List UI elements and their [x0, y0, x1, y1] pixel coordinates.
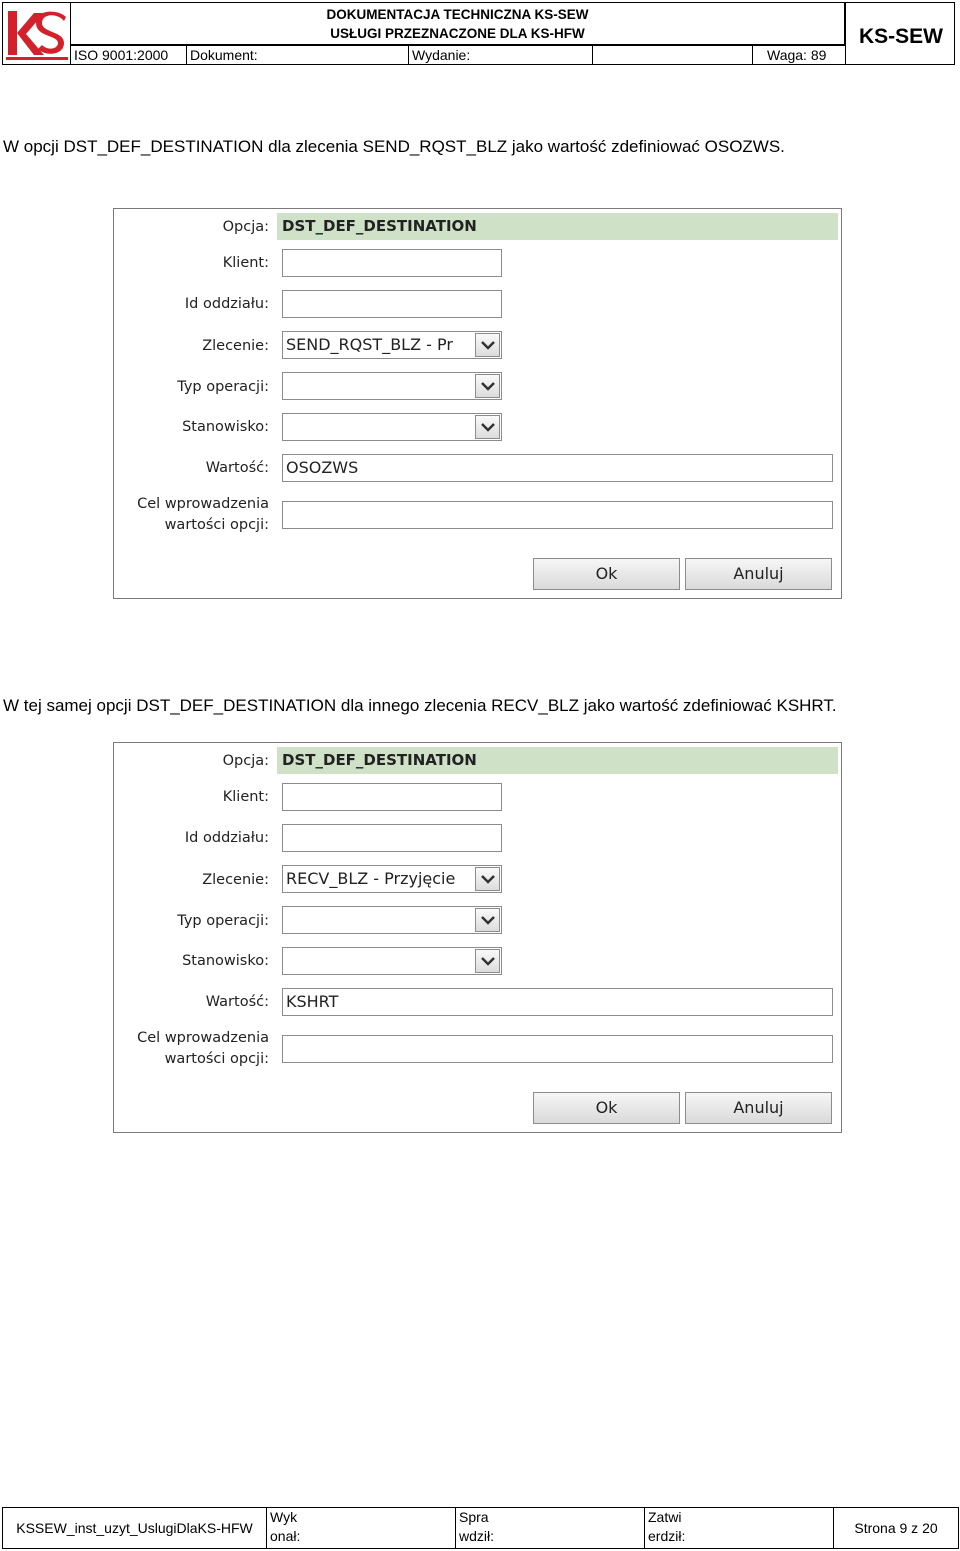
footer-filename: KSSEW_inst_uzyt_UslugiDlaKS-HFW [3, 1508, 267, 1548]
order-select[interactable] [282, 331, 502, 359]
purpose-label-line-1: Cel wprowadzenia [137, 1030, 269, 1046]
document-label: Dokument: [187, 45, 409, 64]
checked-by-line-2: wdził: [459, 1528, 495, 1544]
branch-input[interactable] [282, 290, 502, 318]
order-select-arrow[interactable] [475, 867, 500, 891]
weight-value: Waga: 89 [753, 45, 845, 64]
instruction-paragraph-1: W opcji DST_DEF_DESTINATION dla zlecenia SEND_RQST_BLZ jako wartość zdefiniować OSOZWS. [3, 137, 785, 156]
order-label: Zlecenie: [202, 872, 269, 888]
value-label: Wartość: [205, 994, 269, 1010]
page-number: Strona 9 z 20 [854, 1520, 938, 1536]
footer-approved-by [645, 1508, 834, 1548]
brand-name: KS-SEW [845, 3, 956, 64]
order-select-value: SEND_RQST_BLZ - Pr [286, 335, 453, 354]
value-label: Wartość: [205, 460, 269, 476]
chevron-down-icon [480, 421, 496, 433]
value-input[interactable]: KSHRT [282, 988, 833, 1016]
instruction-paragraph-2: W tej samej opcji DST_DEF_DESTINATION dla innego zlecenia RECV_BLZ jako wartość zdefiniować KSHRT. [3, 696, 837, 715]
option-name-bar: DST_DEF_DESTINATION [277, 747, 838, 774]
client-input[interactable] [282, 249, 502, 277]
purpose-input[interactable] [282, 1035, 833, 1063]
approved-by-line-1: Zatwi [648, 1509, 682, 1525]
station-select-arrow[interactable] [475, 415, 500, 439]
operation-label: Typ operacji: [177, 913, 269, 929]
made-by-line-2: onał: [270, 1528, 301, 1544]
purpose-label-line-2: wartości opcji: [164, 517, 269, 533]
option-form-recv-blz [113, 742, 842, 1133]
ks-logo-icon [6, 7, 68, 61]
chevron-down-icon [480, 339, 496, 351]
cancel-button[interactable]: Anuluj [685, 1092, 832, 1124]
client-label: Klient: [222, 789, 269, 805]
purpose-label-line-2: wartości opcji: [164, 1051, 269, 1067]
checked-by-line-1: Spra [459, 1509, 489, 1525]
document-footer [2, 1507, 959, 1549]
value-input[interactable]: OSOZWS [282, 454, 833, 482]
ok-button[interactable]: Ok [533, 1092, 680, 1124]
purpose-input[interactable] [282, 501, 833, 529]
title-line-1: DOKUMENTACJA TECHNICZNA KS-SEW [326, 6, 589, 22]
operation-label: Typ operacji: [177, 379, 269, 395]
chevron-down-icon [480, 955, 496, 967]
document-title [71, 3, 845, 45]
approved-by-line-2: erdził: [648, 1528, 686, 1544]
client-label: Klient: [222, 255, 269, 271]
made-by-line-1: Wyk [270, 1509, 298, 1525]
option-label: Opcja: [222, 219, 269, 235]
station-label: Stanowisko: [182, 419, 269, 435]
station-label: Stanowisko: [182, 953, 269, 969]
branch-label: Id oddziału: [184, 296, 269, 312]
footer-made-by [267, 1508, 456, 1548]
option-name-bar: DST_DEF_DESTINATION [277, 213, 838, 240]
iso-standard: ISO 9001:2000 [71, 45, 187, 64]
branch-input[interactable] [282, 824, 502, 852]
edition-label: Wydanie: [409, 45, 593, 64]
company-logo [3, 3, 71, 64]
chevron-down-icon [480, 380, 496, 392]
document-header [2, 2, 955, 65]
order-label: Zlecenie: [202, 338, 269, 354]
header-empty-cell [593, 45, 753, 64]
option-form-send-rqst-blz [113, 208, 842, 599]
station-select[interactable] [282, 947, 502, 975]
cancel-button[interactable]: Anuluj [685, 558, 832, 590]
order-select-arrow[interactable] [475, 333, 500, 357]
station-select[interactable] [282, 413, 502, 441]
branch-label: Id oddziału: [184, 830, 269, 846]
option-label: Opcja: [222, 753, 269, 769]
chevron-down-icon [480, 873, 496, 885]
chevron-down-icon [480, 914, 496, 926]
operation-select-arrow[interactable] [475, 908, 500, 932]
operation-select[interactable] [282, 372, 502, 400]
operation-select-arrow[interactable] [475, 374, 500, 398]
order-select[interactable] [282, 865, 502, 893]
purpose-label-line-1: Cel wprowadzenia [137, 496, 269, 512]
order-select-value: RECV_BLZ - Przyjęcie [286, 869, 456, 888]
title-line-2: USŁUGI PRZEZNACZONE DLA KS-HFW [330, 25, 585, 41]
client-input[interactable] [282, 783, 502, 811]
operation-select[interactable] [282, 906, 502, 934]
footer-checked-by [456, 1508, 645, 1548]
station-select-arrow[interactable] [475, 949, 500, 973]
ok-button[interactable]: Ok [533, 558, 680, 590]
